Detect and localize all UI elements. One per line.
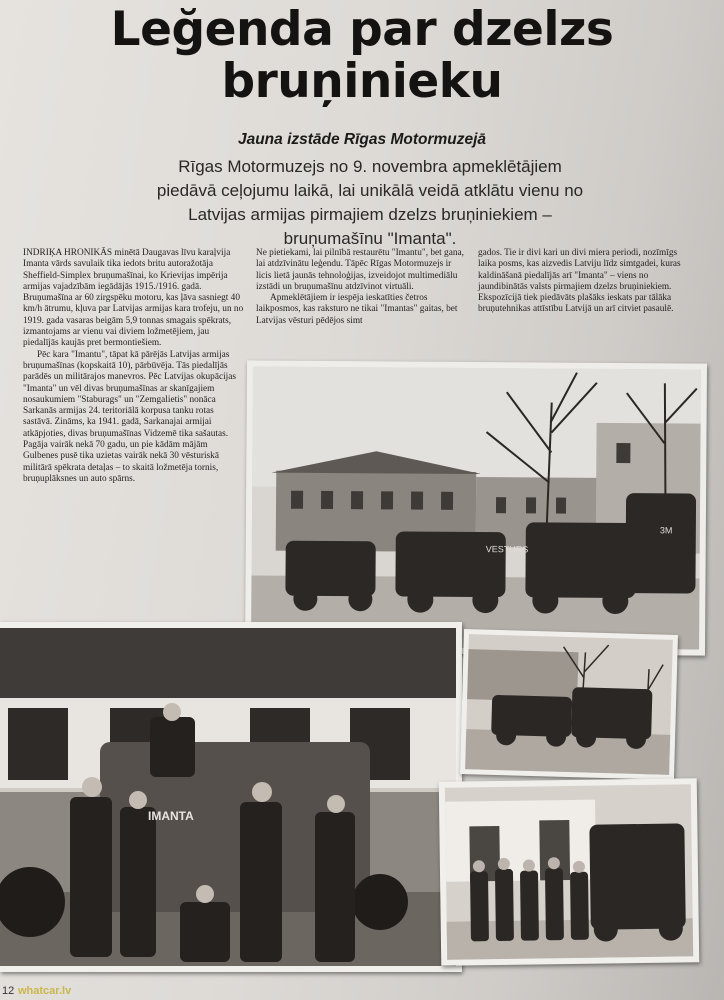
photo-imanta-crew [0, 622, 462, 972]
body-paragraph: gados. Tie ir divi kari un divi miera periodi, nozīmīgs laika posms, kas aizvedis Latviju līdz simtgadei, kuras kaldināšanā piedalījās arī "Imanta" – viens no jaundibinātās valsts pirmajiem dzelzs bruņiniekiem. Ekspozīcijā tiek piedāvāts plašāks ieskats par tālāka bruņutehnikas attīstību Latvijā un arī citviet pasaulē. [478, 248, 681, 315]
vehicle-plate-text: 3M [659, 525, 673, 536]
body-column-3 [478, 248, 696, 316]
page-number: 12 [2, 985, 15, 997]
photo-caption-text: VESTURS [485, 544, 529, 555]
body-paragraph: INDRIĶA HRONIKĀS minētā Daugavas līvu karaļvija Imanta vārds savulaik tika iedots britu autoražotāja Sheffield-Simplex bruņumašīnai, ko Krievijas impērija armijas vajadzībām iegādājās 1915./1916. gadā. Bruņumašīna ar 60 zirgspēku motoru, kas ļāva sasniegt 40 km/h ātrumu, kļuva par Latvijas armijas kara trofeju, un no 1919. gada vasaras beigām 5,9 tonnas smagais spēkrats, izmantojams ar vienu vai diviem ložmetējiem, jau piedalījās kaujās pret bermontiešiem. [23, 248, 244, 349]
body-paragraph: Pēc kara "Imantu", tāpat kā pārējās Latvijas armijas bruņumašīnas (kopskaitā 10), pārbūvēja. Tās piedalījās parādēs un militārajos manevros. Pēc Latvijas okupācijas "Imanta" un vēl divas bruņumašīnas ar skanīgajiem nosaukumiem "Staburags" un "Zemgalietis" nonāca Sarkanās armijas 24. teritoriālā korpusa tanku rotas sastāvā. Zināms, ka 1941. gadā, Sarkanajai armijai atkāpjoties, divas bruņumašīnas Vidzemē tika sašautas. Pagāja vairāk nekā 70 gadu, un pie kādām mājām Gulbenes pusē tika uzietas vairāk nekā 30 vēsturiskā militārā spēkrata detaļas – to skaitā ložmetēja tornis, bruņuplāksnes un auto spārns. [23, 349, 236, 484]
headline-line-2: bruņinieku [221, 54, 503, 109]
body-paragraph: Apmeklētājiem ir iespēja ieskatīties četros laikposmos, kas raksturo ne tikai "Imantas" gaitas, bet Latvijas vēsturi pēdējos simt [256, 293, 458, 326]
article-subheading: Jauna izstāde Rīgas Motormuzejā [237, 131, 487, 148]
body-column-2 [256, 248, 468, 327]
body-paragraph: Ne pietiekami, lai pilnībā restaurētu "Imantu", bet gana, lai atdzīvinātu leģendu. Tāpēc Rīgas Motormuzejs ir licis lietā jaunās tehnoloģijas, izveidojot multimediālu izstādi un bruņumašīnu atdzīvinot virtuāli. [256, 248, 464, 292]
article-lead: Rīgas Motormuzejs no 9. novembra apmeklētājiem piedāvā ceļojumu laikā, lai unikālā veidā atklātu vienu no Latvijas armijas pirmajiem dzelzs bruņiniekiem – bruņumašīnu "Imanta". [156, 157, 584, 248]
magazine-site-link[interactable]: whatcar.lv [18, 985, 72, 997]
photo-armoured-cars-street [245, 360, 707, 655]
photo-armoured-car-square [460, 629, 678, 780]
page-footer [0, 984, 724, 1000]
body-column-1 [23, 248, 245, 485]
vehicle-name-text: IMANTA [148, 809, 194, 823]
photo-soldiers-by-vehicle [439, 778, 700, 966]
headline-line-1: Leğenda par dzelzs [110, 2, 614, 57]
article-headline [0, 4, 724, 108]
